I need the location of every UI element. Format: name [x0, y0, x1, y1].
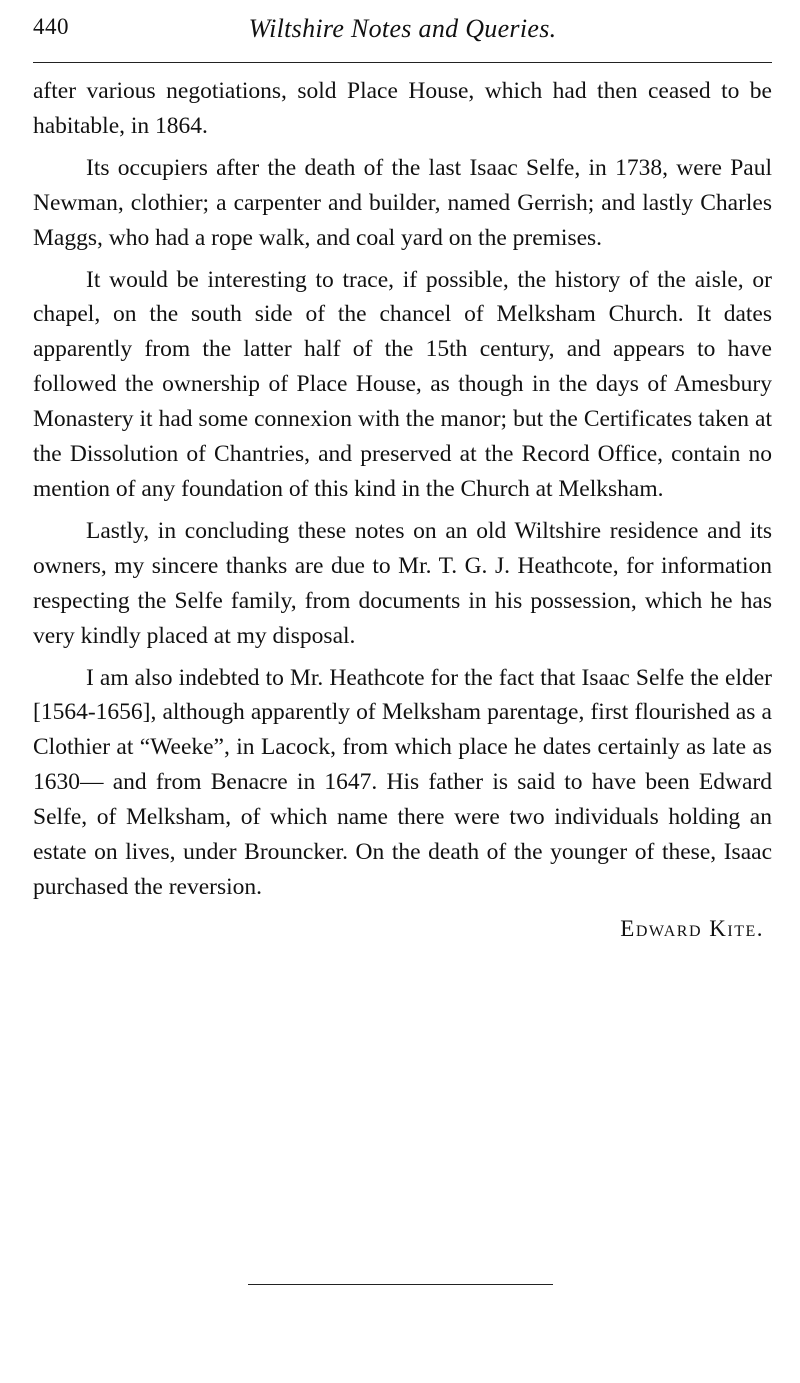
paragraph-occupiers: Its occupiers after the death of the last Isaac Selfe, in 1738, were Paul Newman, clothier; a carpenter and builder, named Gerrish; and lastly Charles Maggs, who had a rope walk, and coal yard on the premises. [33, 154, 772, 251]
paragraph-chapel: It would be interesting to trace, if possible, the history of the aisle, or chapel, on the south side of the chancel of Melksham Church. It dates apparently from the latter half of the 15th century, and appears to have followed the ownership of Place House, as though in the days of Amesbury Monastery it had some connexion with the manor; but the Certificates taken at the Dissolution of Chantries, and preserved at the Record Office, contain no mention of any foundation of this kind in the Church at Melksham. [33, 266, 772, 502]
page-header [33, 14, 772, 54]
page-number: 440 [33, 14, 69, 39]
page-body [33, 74, 772, 947]
paragraph-continuation: after various negotiations, sold Place House, which had then ceased to be habitable, in 1864. [33, 78, 772, 139]
header-rule [33, 62, 772, 63]
paragraph-thanks: Lastly, in concluding these notes on an old Wiltshire residence and its owners, my sincere thanks are due to Mr. T. G. J. Heathcote, for information respecting the Selfe family, from documents in his possession, which he has very kindly placed at my disposal. [33, 517, 772, 649]
paragraph-isaac-selfe: I am also indebted to Mr. Heathcote for the fact that Isaac Selfe the elder [1564-1656], although apparently of Melksham parentage, first flourished as a Clothier at “Weeke”, in Lacock, from which place he dates certainly as late as 1630— and from Benacre in 1647. His father is said to have been Edward Selfe, of Melksham, of which name there were two individuals holding an estate on lives, under Brouncker. On the death of the younger of these, Isaac purchased the reversion. [33, 664, 772, 900]
end-rule [248, 1284, 553, 1285]
running-title: Wiltshire Notes and Queries. [248, 14, 557, 43]
author-signature: Edward Kite. [620, 915, 764, 941]
